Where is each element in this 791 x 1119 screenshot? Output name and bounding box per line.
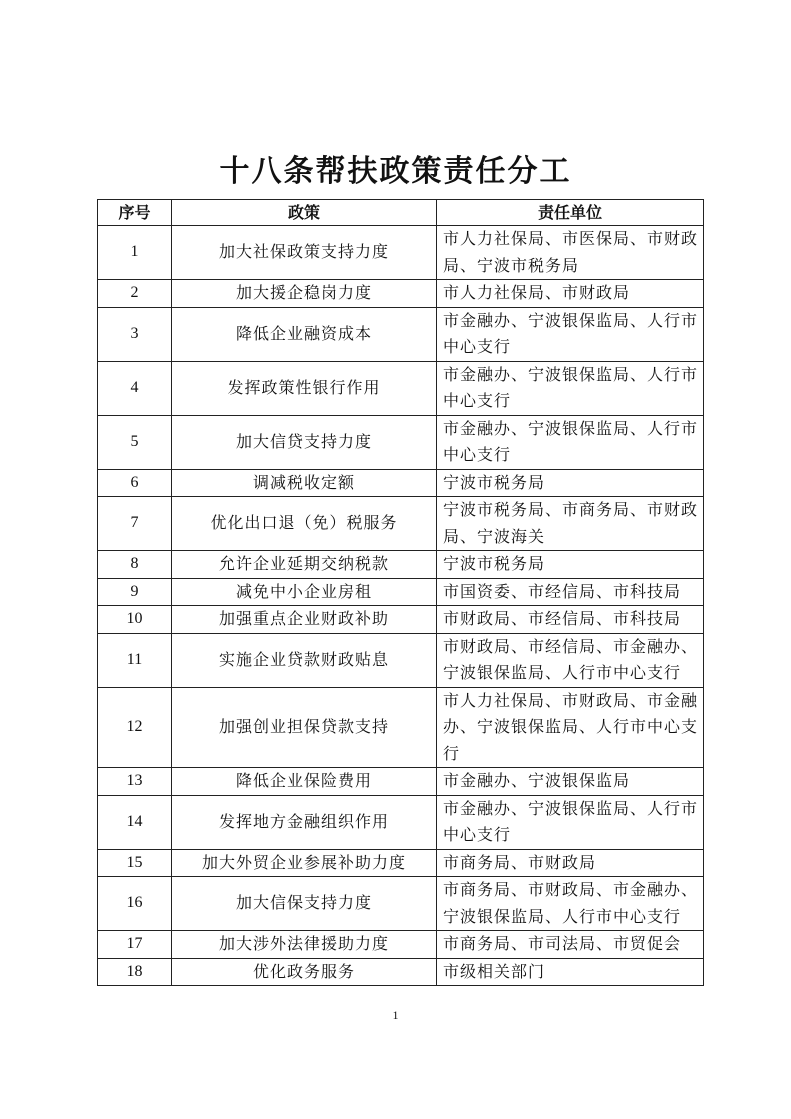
row-responsible-unit: 市金融办、宁波银保监局、人行市中心支行 [437,307,704,361]
row-number: 18 [98,958,172,986]
table-row [98,226,704,280]
row-number: 14 [98,795,172,849]
row-policy: 降低企业融资成本 [172,307,437,361]
row-responsible-unit: 宁波市税务局、市商务局、市财政局、宁波海关 [437,497,704,551]
policy-table [97,199,704,986]
row-policy: 加大涉外法律援助力度 [172,931,437,959]
row-number: 9 [98,578,172,606]
row-responsible-unit: 市商务局、市司法局、市贸促会 [437,931,704,959]
table-row [98,877,704,931]
row-responsible-unit: 市人力社保局、市医保局、市财政局、宁波市税务局 [437,226,704,280]
row-responsible-unit: 市国资委、市经信局、市科技局 [437,578,704,606]
row-responsible-unit: 市金融办、宁波银保监局、人行市中心支行 [437,415,704,469]
row-responsible-unit: 宁波市税务局 [437,469,704,497]
row-responsible-unit: 市金融办、宁波银保监局 [437,768,704,796]
row-policy: 加强创业担保贷款支持 [172,687,437,768]
table-row [98,307,704,361]
header-unit: 责任单位 [437,200,704,226]
row-number: 11 [98,633,172,687]
table-row [98,931,704,959]
row-responsible-unit: 市级相关部门 [437,958,704,986]
row-policy: 发挥地方金融组织作用 [172,795,437,849]
row-policy: 加大援企稳岗力度 [172,280,437,308]
row-number: 2 [98,280,172,308]
document-title: 十八条帮扶政策责任分工 [219,154,572,189]
row-policy: 调减税收定额 [172,469,437,497]
table-row [98,280,704,308]
table-row [98,606,704,634]
row-number: 17 [98,931,172,959]
row-responsible-unit: 市人力社保局、市财政局、市金融办、宁波银保监局、人行市中心支行 [437,687,704,768]
row-policy: 加强重点企业财政补助 [172,606,437,634]
table-row [98,849,704,877]
row-number: 5 [98,415,172,469]
table-row [98,415,704,469]
table-row [98,633,704,687]
row-policy: 优化政务服务 [172,958,437,986]
row-number: 13 [98,768,172,796]
table-row [98,551,704,579]
row-number: 6 [98,469,172,497]
header-policy: 政策 [172,200,437,226]
table-row [98,469,704,497]
row-number: 16 [98,877,172,931]
row-responsible-unit: 市金融办、宁波银保监局、人行市中心支行 [437,361,704,415]
table-row [98,795,704,849]
row-number: 12 [98,687,172,768]
table-row [98,578,704,606]
header-num: 序号 [98,200,172,226]
row-responsible-unit: 市商务局、市财政局、市金融办、宁波银保监局、人行市中心支行 [437,877,704,931]
row-number: 3 [98,307,172,361]
row-responsible-unit: 市人力社保局、市财政局 [437,280,704,308]
row-responsible-unit: 市财政局、市经信局、市科技局 [437,606,704,634]
row-policy: 实施企业贷款财政贴息 [172,633,437,687]
table-row [98,768,704,796]
table-row [98,497,704,551]
row-policy: 加大社保政策支持力度 [172,226,437,280]
row-policy: 加大信贷支持力度 [172,415,437,469]
table-row [98,361,704,415]
row-policy: 加大信保支持力度 [172,877,437,931]
row-policy: 允许企业延期交纳税款 [172,551,437,579]
row-number: 15 [98,849,172,877]
row-policy: 发挥政策性银行作用 [172,361,437,415]
table-row [98,958,704,986]
row-number: 1 [98,226,172,280]
row-number: 10 [98,606,172,634]
row-policy: 加大外贸企业参展补助力度 [172,849,437,877]
row-number: 8 [98,551,172,579]
row-responsible-unit: 宁波市税务局 [437,551,704,579]
row-policy: 优化出口退（免）税服务 [172,497,437,551]
row-responsible-unit: 市财政局、市经信局、市金融办、宁波银保监局、人行市中心支行 [437,633,704,687]
row-responsible-unit: 市商务局、市财政局 [437,849,704,877]
row-number: 7 [98,497,172,551]
row-responsible-unit: 市金融办、宁波银保监局、人行市中心支行 [437,795,704,849]
page-number: 1 [392,1008,399,1022]
table-header-row [98,200,704,226]
row-policy: 减免中小企业房租 [172,578,437,606]
row-policy: 降低企业保险费用 [172,768,437,796]
row-number: 4 [98,361,172,415]
table-row [98,687,704,768]
